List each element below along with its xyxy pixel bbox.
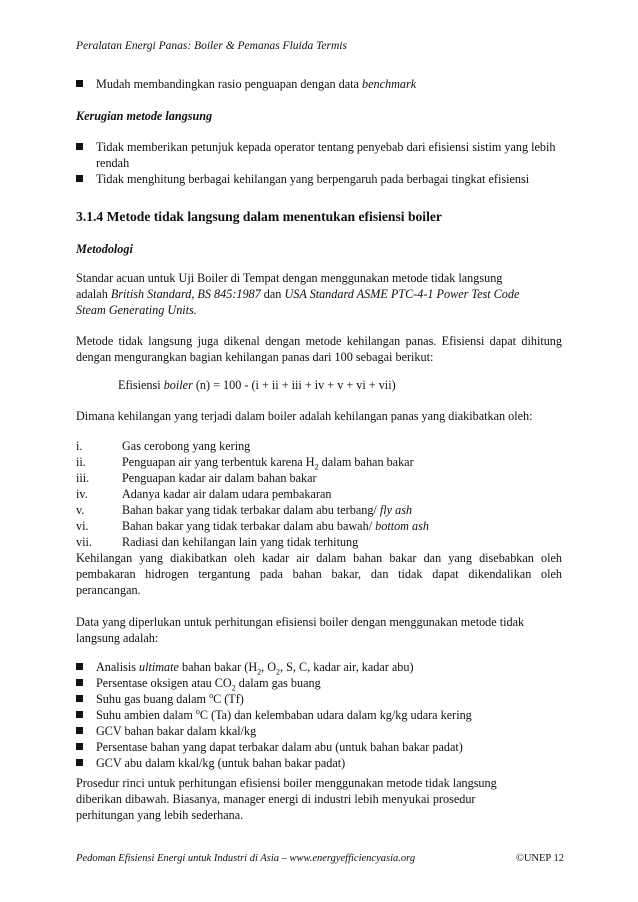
bullet-square-icon — [76, 143, 83, 150]
bullet-square-icon — [76, 727, 83, 734]
list-item: vii. Radiasi dan kehilangan lain yang tidak terhitung — [76, 535, 359, 549]
bullet-square-icon — [76, 663, 83, 670]
losses-intro: Dimana kehilangan yang terjadi dalam boiler adalah kehilangan panas yang diakibatkan oleh: — [76, 409, 533, 423]
losses-bullet-list — [76, 139, 562, 187]
bullet-square-icon — [76, 175, 83, 182]
page-footer — [76, 853, 564, 864]
list-item: GCV bahan bakar dalam kkal/kg — [76, 723, 562, 739]
list-item: vi. Bahan bakar yang tidak terbakar dalam abu bawah/ bottom ash — [76, 519, 429, 533]
advantage-bullet: Mudah membandingkan rasio penguapan dengan data benchmark — [76, 76, 562, 92]
bullet-square-icon — [76, 759, 83, 766]
bullet-square-icon — [76, 743, 83, 750]
list-item: iii. Penguapan kadar air dalam bahan bakar — [76, 471, 317, 485]
moisture-paragraph: Kehilangan yang diakibatkan oleh kadar air dalam bahan bakar dan yang disebabkan oleh pembakaran hidrogen tergantung pada bahan bakar, dan tidak dapat dikendalikan oleh perancangan. — [76, 551, 562, 597]
losses-numbered-list — [76, 438, 562, 550]
list-item: Suhu gas buang dalam $^o$C (Tf) — [76, 691, 562, 707]
procedure-paragraph: Prosedur rinci untuk perhitungan efisiensi boiler menggunakan metode tidak langsung diberikan dibawah. Biasanya, manager energi di industri lebih menyukai prosedur perhitungan yang lebih sederhana. — [76, 776, 497, 822]
list-item: Tidak memberikan petunjuk kepada operator tentang penyebab dari efisiensi sistim yang lebih rendah — [76, 139, 562, 171]
list-item: v. Bahan bakar yang tidak terbakar dalam abu terbang/ fly ash — [76, 503, 413, 517]
page-header: Peralatan Energi Panas: Boiler & Pemanas Fluida Termis — [76, 40, 347, 52]
data-bullet-list — [76, 659, 562, 771]
list-item: Persentase bahan yang dapat terbakar dalam abu (untuk bahan bakar padat) — [76, 739, 562, 755]
bullet-square-icon — [76, 80, 83, 87]
footer-source: Pedoman Efisiensi Energi untuk Industri di Asia – www.energyefficiencyasia.org — [76, 853, 416, 864]
bullet-square-icon — [76, 679, 83, 686]
list-item: Tidak menghitung berbagai kehilangan yang berpengaruh pada berbagai tingkat efisiensi — [76, 171, 562, 187]
list-item: ii. Penguapan air yang terbentuk karena $H_2$ dalam bahan bakar — [76, 455, 414, 472]
bullet-square-icon — [76, 711, 83, 718]
list-item: Persentase oksigen atau $CO_2$ dalam gas buang — [76, 675, 562, 691]
indirect-method-paragraph: Metode tidak langsung juga dikenal dengan metode kehilangan panas. Efisiensi dapat dihitung dengan mengurangkan bagian kehilangan panas dari 100 sebagai berikut: — [76, 334, 562, 364]
method-heading: Metodologi — [76, 242, 133, 256]
list-item: i. Gas cerobong yang kering — [76, 439, 251, 453]
list-item: GCV abu dalam kkal/kg (untuk bahan bakar padat) — [76, 755, 562, 771]
list-item: Analisis ultimate bahan bakar ($H_2$, $O_2$, S, C, kadar air, kadar abu) — [76, 659, 562, 675]
bullet-square-icon — [76, 695, 83, 702]
efficiency-formula: Efisiensi boiler (n) = 100 - (i + ii + iii + iv + v + vi + vii) — [118, 378, 396, 392]
losses-heading: Kerugian metode langsung — [76, 109, 213, 123]
list-item: Suhu ambien dalam $^o$C (Ta) dan kelembaban udara dalam kg/kg udara kering — [76, 707, 562, 723]
page-number: ©UNEP 12 — [515, 853, 564, 864]
data-requirements-paragraph: Data yang diperlukan untuk perhitungan efisiensi boiler dengan menggunakan metode tidak langsung adalah: — [76, 615, 525, 645]
standard-paragraph: Standar acuan untuk Uji Boiler di Tempat dengan menggunakan metode tidak langsung adalah British Standard, BS 845:1987 dan USA Standard ASME PTC-4-1 Power Test Code Steam Generating Units. — [76, 271, 520, 317]
list-item: iv. Adanya kadar air dalam udara pembakaran — [76, 487, 332, 501]
section-title: 3.1.4 Metode tidak langsung dalam menentukan efisiensi boiler — [76, 209, 442, 224]
